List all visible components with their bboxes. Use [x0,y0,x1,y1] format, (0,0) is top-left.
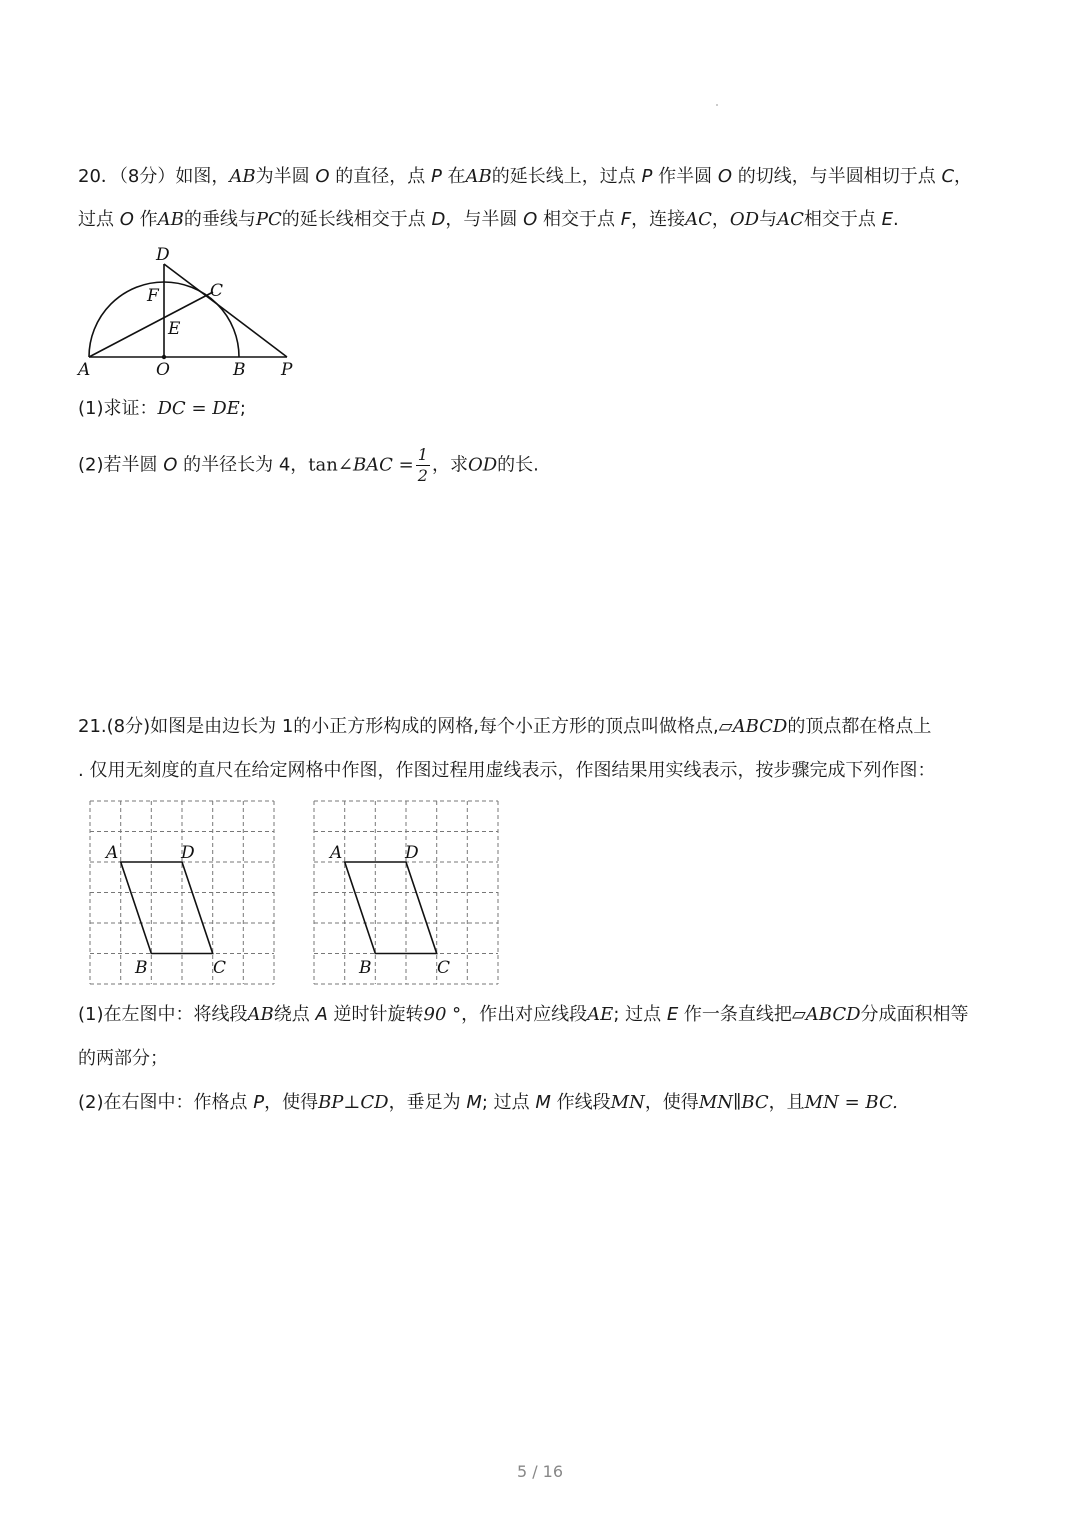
text-run: CD [360,1092,389,1113]
text-run: 的延长线上，过点 [491,166,642,187]
text-run: 的垂线与 [183,209,256,230]
text-run: 的半径长为 4， [177,454,309,476]
text-run: E [666,1004,679,1025]
text-run: D [431,209,446,230]
label-C: C [213,958,227,978]
label-C: C [210,281,224,301]
q21-part1-line-1 [78,1002,969,1028]
text-run: 的切线，与半圆相切于点 [732,166,942,187]
text-run: ▱ [791,1004,806,1025]
scan-speck [716,104,718,106]
text-run: BC [741,1092,769,1113]
text-run: AB [247,1004,274,1025]
text-run: P [430,166,442,187]
text-run: O [717,166,732,187]
text-run: F [620,209,632,230]
text-run: 绕点 [273,1004,316,1025]
text-run: ∥ [733,1092,742,1113]
q20-part2-lead [78,455,414,476]
label-D: D [156,245,170,265]
label-A: A [330,843,343,863]
text-run: 的长. [497,454,539,476]
text-run: 作一条直线把 [678,1004,792,1025]
label-B: B [135,958,148,978]
text-run: AC [777,209,804,230]
text-run: ，使得 [264,1092,319,1113]
text-run: ∠ [337,454,353,476]
text-run: ⊥ [343,1092,361,1113]
fraction-denominator: 2 [417,466,428,485]
text-run: AB [465,166,492,187]
q21-left-grid-figure [82,795,282,985]
text-run: BP [318,1092,344,1113]
text-run: 逆时针旋转 [327,1004,424,1025]
page-number: 5 / 16 [516,1462,564,1481]
text-run: . 仅用无刻度的直尺在给定网格中作图，作图过程用虚线表示，作图结果用实线表示，按步骤完成下列作图： [78,760,936,781]
text-run: DE [212,398,240,419]
text-run: DC [157,398,186,419]
label-B: B [359,958,372,978]
text-run: O [119,209,134,230]
text-run: O [163,454,178,476]
text-run: 相交于点 [803,209,882,230]
text-run: ，垂足为 [388,1092,467,1113]
text-run: 的延长线相交于点 [281,209,432,230]
label-A: A [106,843,119,863]
text-run: 的两部分； [78,1048,168,1069]
q20-number: 20． [78,166,119,187]
text-run: 过点 [78,209,120,230]
text-run: PC [255,209,282,230]
label-C: C [437,958,451,978]
text-run: ; [239,398,246,419]
fraction-numerator: 1 [417,445,428,464]
text-run: ▱ [718,716,733,737]
q20-line1-rich [175,166,972,187]
text-run: ， [954,166,973,187]
text-run: . [892,209,899,230]
text-run: AE [587,1004,614,1025]
text-run: BAC [352,454,393,476]
text-run: P [641,166,653,187]
q20-part2 [78,445,539,486]
text-run: AB [229,166,256,187]
label-F: F [147,286,159,306]
q20-points: （8分） [118,166,176,187]
text-run: M [466,1092,482,1113]
text-run: tan [308,454,338,476]
text-run: 作半圆 [652,166,718,187]
text-run: ，且 [768,1092,805,1113]
grid-lines [90,801,274,984]
text-run: 如图， [175,166,230,187]
text-run: 的直径，点 [329,166,431,187]
q20-part1 [78,396,246,422]
text-run: ，求 [431,454,468,476]
text-run: (2)在右图中：作格点 [78,1092,254,1113]
text-run: ，作出对应线段 [461,1004,588,1025]
point-O-dot [162,355,166,359]
text-run: P [253,1092,265,1113]
q20-line-1 [78,164,972,190]
text-run: O [523,209,538,230]
text-run: BC [865,1092,893,1113]
q21-part2 [78,1090,898,1116]
text-run: (2)若半圆 [78,454,164,476]
text-run: 作线段 [550,1092,611,1113]
text-run: A [315,1004,328,1025]
text-run: 90 ° [423,1004,462,1025]
q20-part2-tail [432,455,539,476]
text-run: (1)在左图中：将线段 [78,1004,248,1025]
label-B: B [233,360,246,380]
text-run: ABCD [732,716,788,737]
text-run: E [881,209,893,230]
text-run: ; 过点 [613,1004,667,1025]
text-run: 的顶点都在格点上 [787,716,932,737]
text-run: ABCD [805,1004,861,1025]
q20-semicircle-figure [70,240,310,385]
text-run: ，连接 [631,209,686,230]
text-run: 分成面积相等 [860,1004,969,1025]
text-run: 与 [759,209,778,230]
text-run: . [892,1092,898,1113]
text-run: 相交于点 [537,209,621,230]
q21-right-grid-figure [306,795,506,985]
text-run: 21.(8分)如图是由边长为 1的小正方形构成的网格,每个小正方形的顶点叫做格点, [78,716,719,737]
grid-lines [314,801,498,984]
text-run: OD [729,209,760,230]
text-run: MN [610,1092,645,1113]
text-run: O [315,166,330,187]
q21-part1-line-2 [78,1046,168,1072]
text-run: 为半圆 [255,166,316,187]
text-run: 作 [133,209,158,230]
text-run: MN [804,1092,839,1113]
text-run: ， [711,209,730,230]
parallelogram-ABCD [121,862,213,954]
text-run: 在 [441,166,466,187]
text-run: AB [157,209,184,230]
fraction-one-half [416,445,430,486]
label-P: P [281,360,293,380]
label-O: O [156,360,170,380]
text-run: M [535,1092,551,1113]
segment-DP [164,264,287,357]
q21-line-2 [78,758,935,784]
label-E: E [168,319,181,339]
text-run: MN [698,1092,733,1113]
q20-line-2 [78,207,899,233]
label-D: D [181,843,195,863]
q21-line-1 [78,714,931,740]
text-run: (1)求证： [78,398,158,419]
text-run: = [185,398,213,419]
text-run: C [941,166,955,187]
label-A: A [78,360,91,380]
text-run: = [392,454,414,476]
text-run: = [838,1092,866,1113]
label-D: D [405,843,419,863]
text-run: ，使得 [644,1092,699,1113]
text-run: OD [467,454,498,476]
text-run: ; 过点 [481,1092,536,1113]
parallelogram-ABCD [345,862,437,954]
text-run: AC [685,209,712,230]
text-run: ，与半圆 [445,209,524,230]
